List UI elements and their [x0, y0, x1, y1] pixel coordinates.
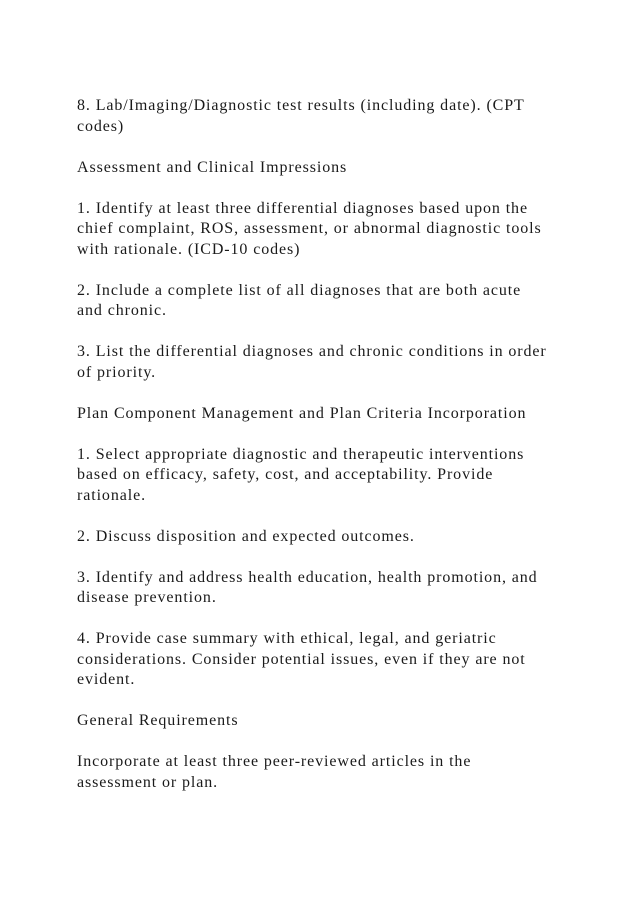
plan-item-3: 3. Identify and address health education, health promotion, and disease prevention. [77, 568, 538, 606]
section-heading-plan: Plan Component Management and Plan Criteria Incorporation [77, 404, 527, 422]
plan-item-1: 1. Select appropriate diagnostic and therapeutic interventions based on efficacy, safety, cost, and acceptability. Provide rationale. [77, 445, 525, 504]
document-body [77, 96, 577, 814]
general-requirement-item: Incorporate at least three peer-reviewed articles in the assessment or plan. [77, 753, 472, 791]
plan-item-4: 4. Provide case summary with ethical, legal, and geriatric considerations. Consider potential issues, even if they are not evident. [77, 630, 526, 688]
assessment-item-3: 3. List the differential diagnoses and chronic conditions in order of priority. [77, 343, 547, 381]
plan-item-2: 2. Discuss disposition and expected outcomes. [77, 527, 415, 545]
section-heading-assessment: Assessment and Clinical Impressions [77, 158, 348, 176]
assessment-item-2: 2. Include a complete list of all diagnoses that are both acute and chronic. [77, 281, 522, 319]
assessment-item-1: 1. Identify at least three differential diagnoses based upon the chief complaint, ROS, assessment, or abnormal diagnostic tools with rationale. (ICD-10 codes) [77, 199, 542, 258]
lab-imaging-item: 8. Lab/Imaging/Diagnostic test results (including date). (CPT codes) [77, 97, 525, 135]
section-heading-general: General Requirements [77, 712, 239, 729]
